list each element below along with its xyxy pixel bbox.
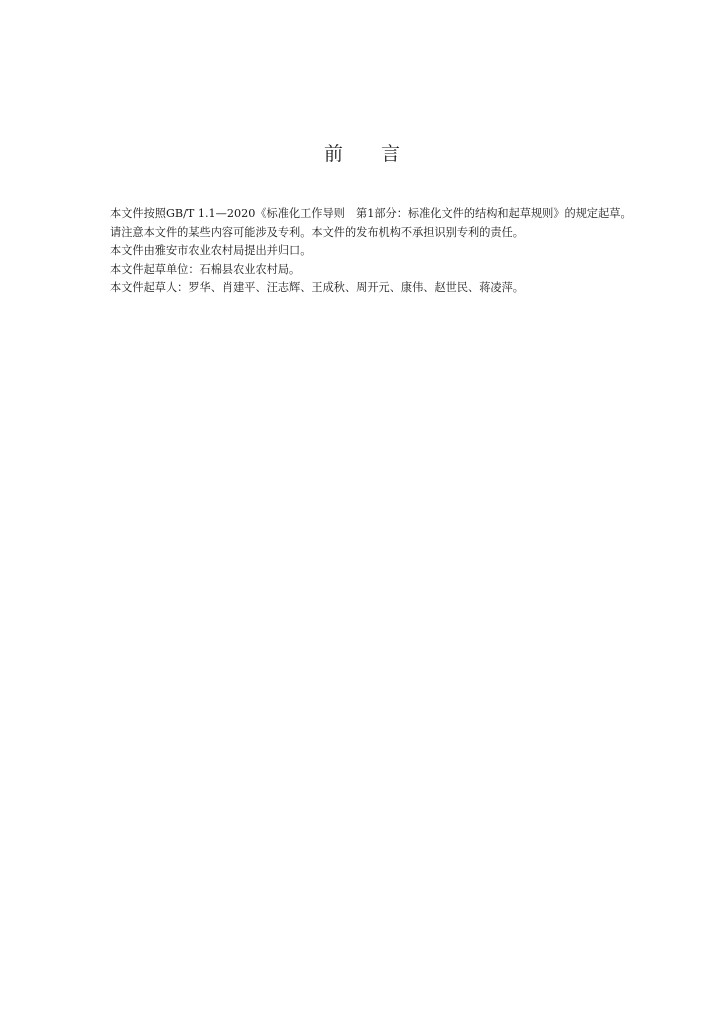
- paragraph-drafting-unit: 本文件起草单位：石棉县农业农村局。: [110, 262, 301, 276]
- page-title-part-1: 前: [323, 143, 343, 165]
- paragraph-drafting-rules: 本文件按照GB/T 1.1—2020《标准化工作导则 第1部分：标准化文件的结构和起草规则》的规定起草。: [110, 207, 632, 220]
- paragraph-drafters: 本文件起草人：罗华、肖建平、汪志辉、王成秋、周开元、康伟、赵世民、蒋凌萍。: [110, 281, 524, 294]
- page-title-part-2: 言: [381, 143, 401, 165]
- page-title: [0, 142, 724, 166]
- foreword-body: [88, 205, 660, 298]
- paragraph-patent-notice: 请注意本文件的某些内容可能涉及专利。本文件的发布机构不承担识别专利的责任。: [110, 225, 524, 239]
- paragraph-proposer: 本文件由雅安市农业农村局提出并归口。: [110, 244, 312, 257]
